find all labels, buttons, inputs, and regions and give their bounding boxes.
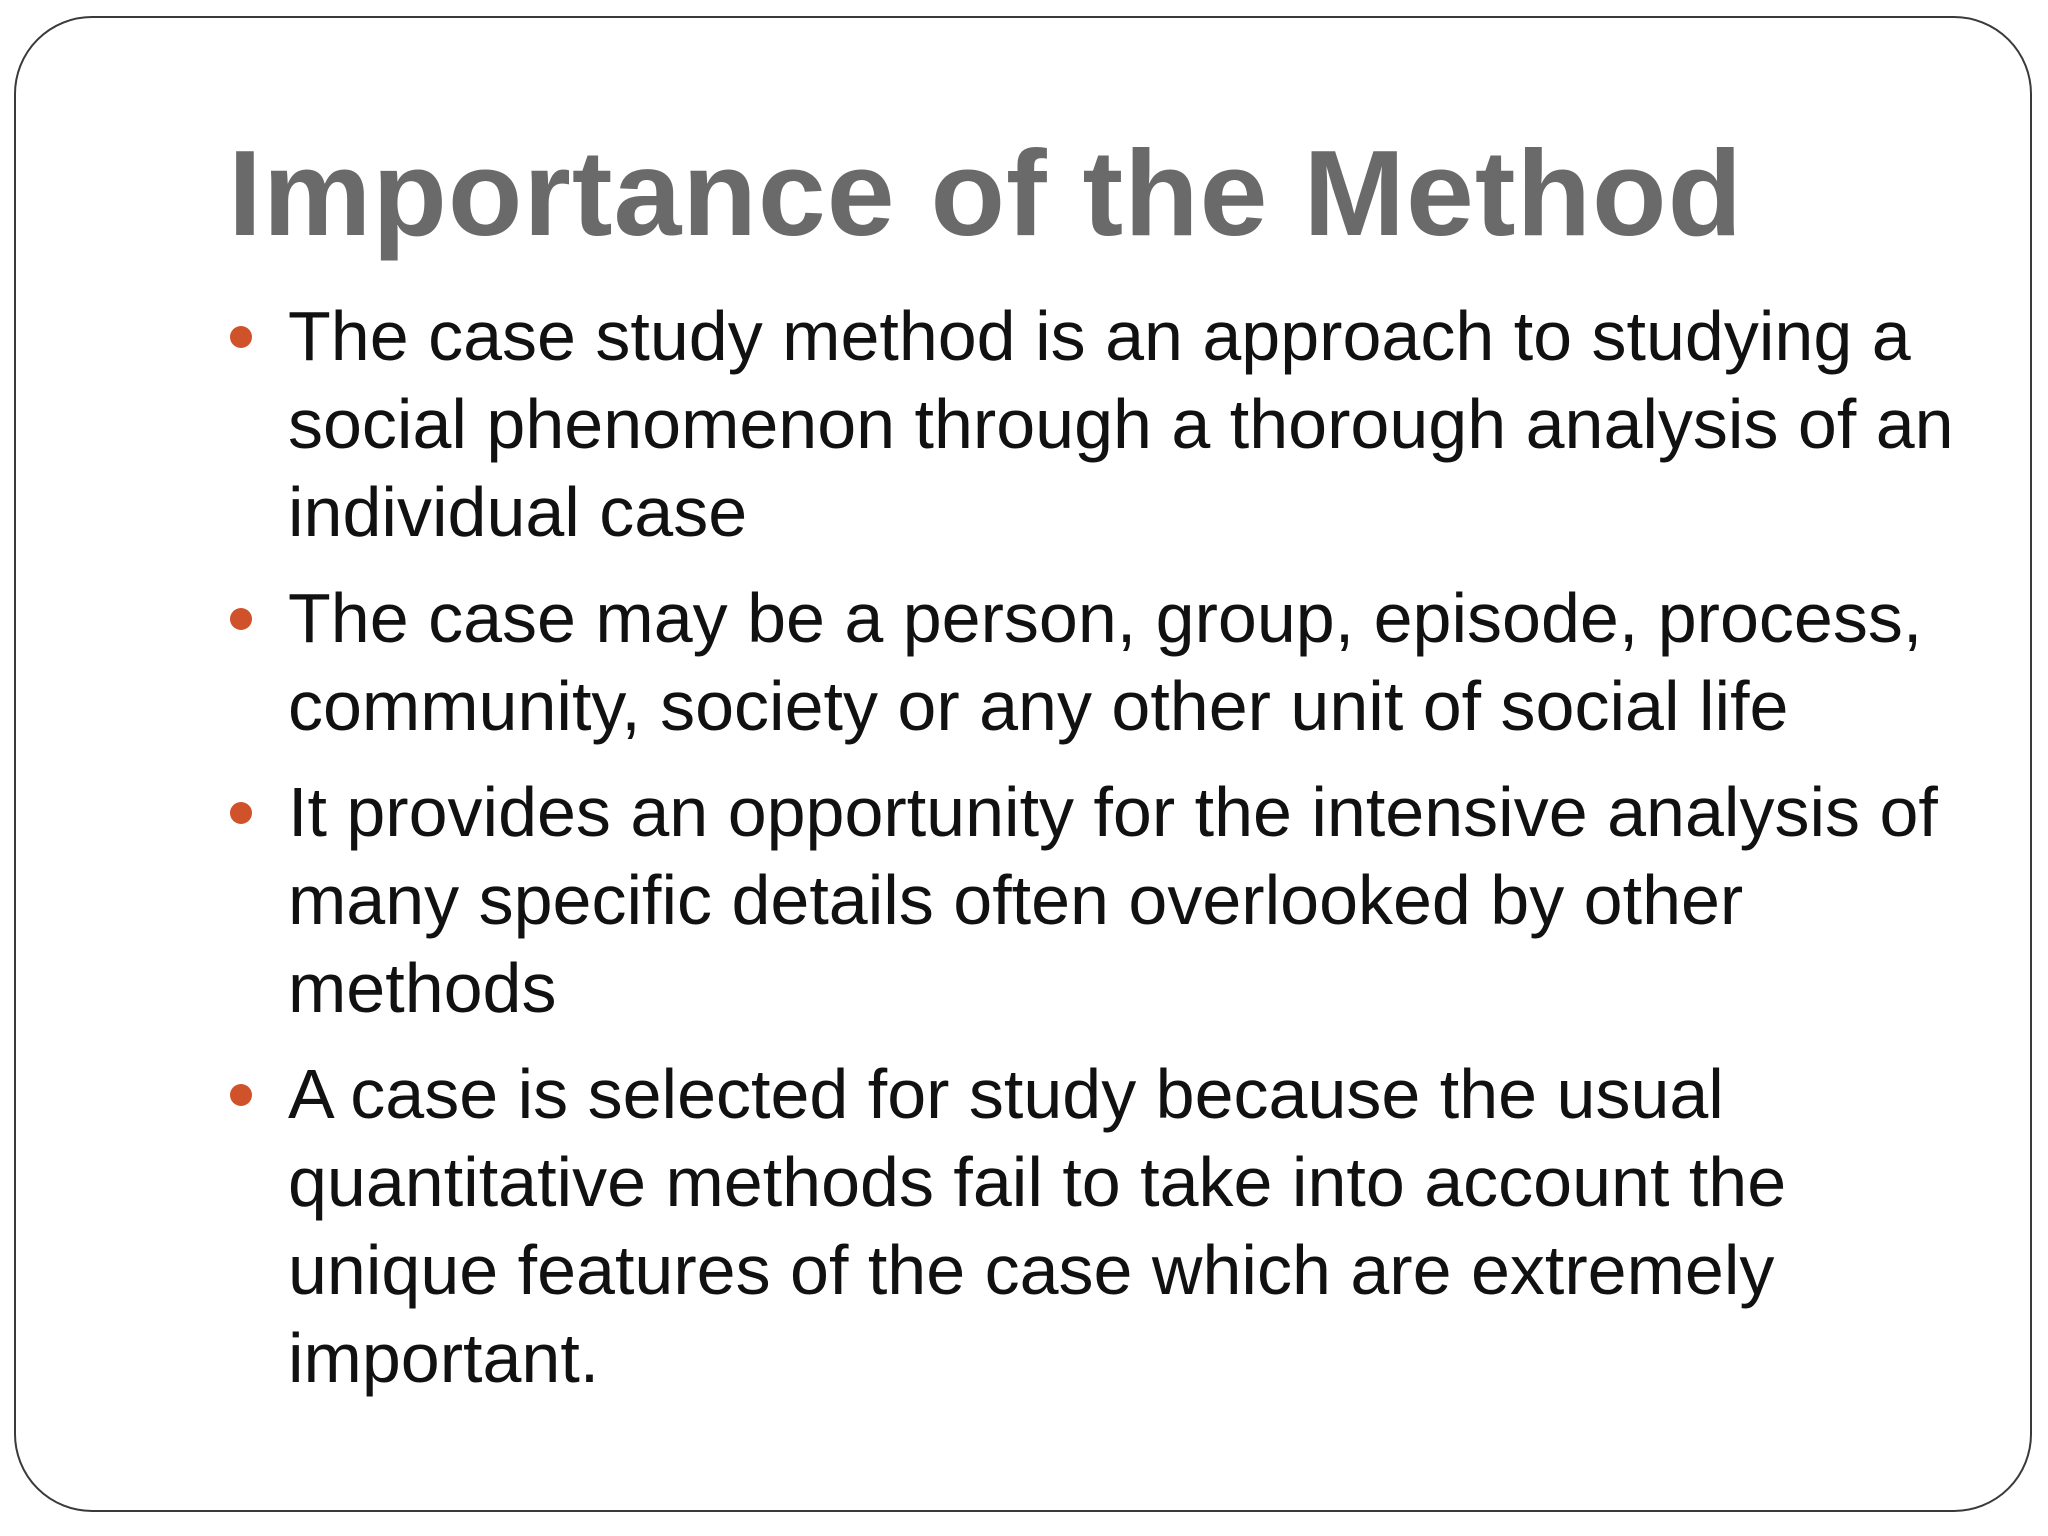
bullet-item bbox=[228, 1050, 1968, 1402]
bullet-text: The case study method is an approach to studying a social phenomenon through a thorough analysis of an individual case bbox=[288, 297, 1954, 552]
bullet-list bbox=[228, 292, 1968, 1402]
bullet-item bbox=[228, 292, 1968, 556]
bullet-text: The case may be a person, group, episode, process, community, society or any other unit of social life bbox=[288, 579, 1923, 746]
bullet-text: It provides an opportunity for the intensive analysis of many specific details often overlooked by other methods bbox=[288, 773, 1938, 1028]
bullet-item bbox=[228, 574, 1968, 750]
bullet-item bbox=[228, 768, 1968, 1032]
bullet-dot-icon bbox=[230, 802, 252, 824]
bullet-dot-icon bbox=[230, 1084, 252, 1106]
slide-title: Importance of the Method bbox=[228, 125, 1744, 261]
bullet-dot-icon bbox=[230, 608, 252, 630]
slide-content bbox=[228, 120, 1968, 1536]
bullet-dot-icon bbox=[230, 326, 252, 348]
bullet-text: A case is selected for study because the usual quantitative methods fail to take into account the unique features of the case which are extremely important. bbox=[288, 1055, 1787, 1398]
